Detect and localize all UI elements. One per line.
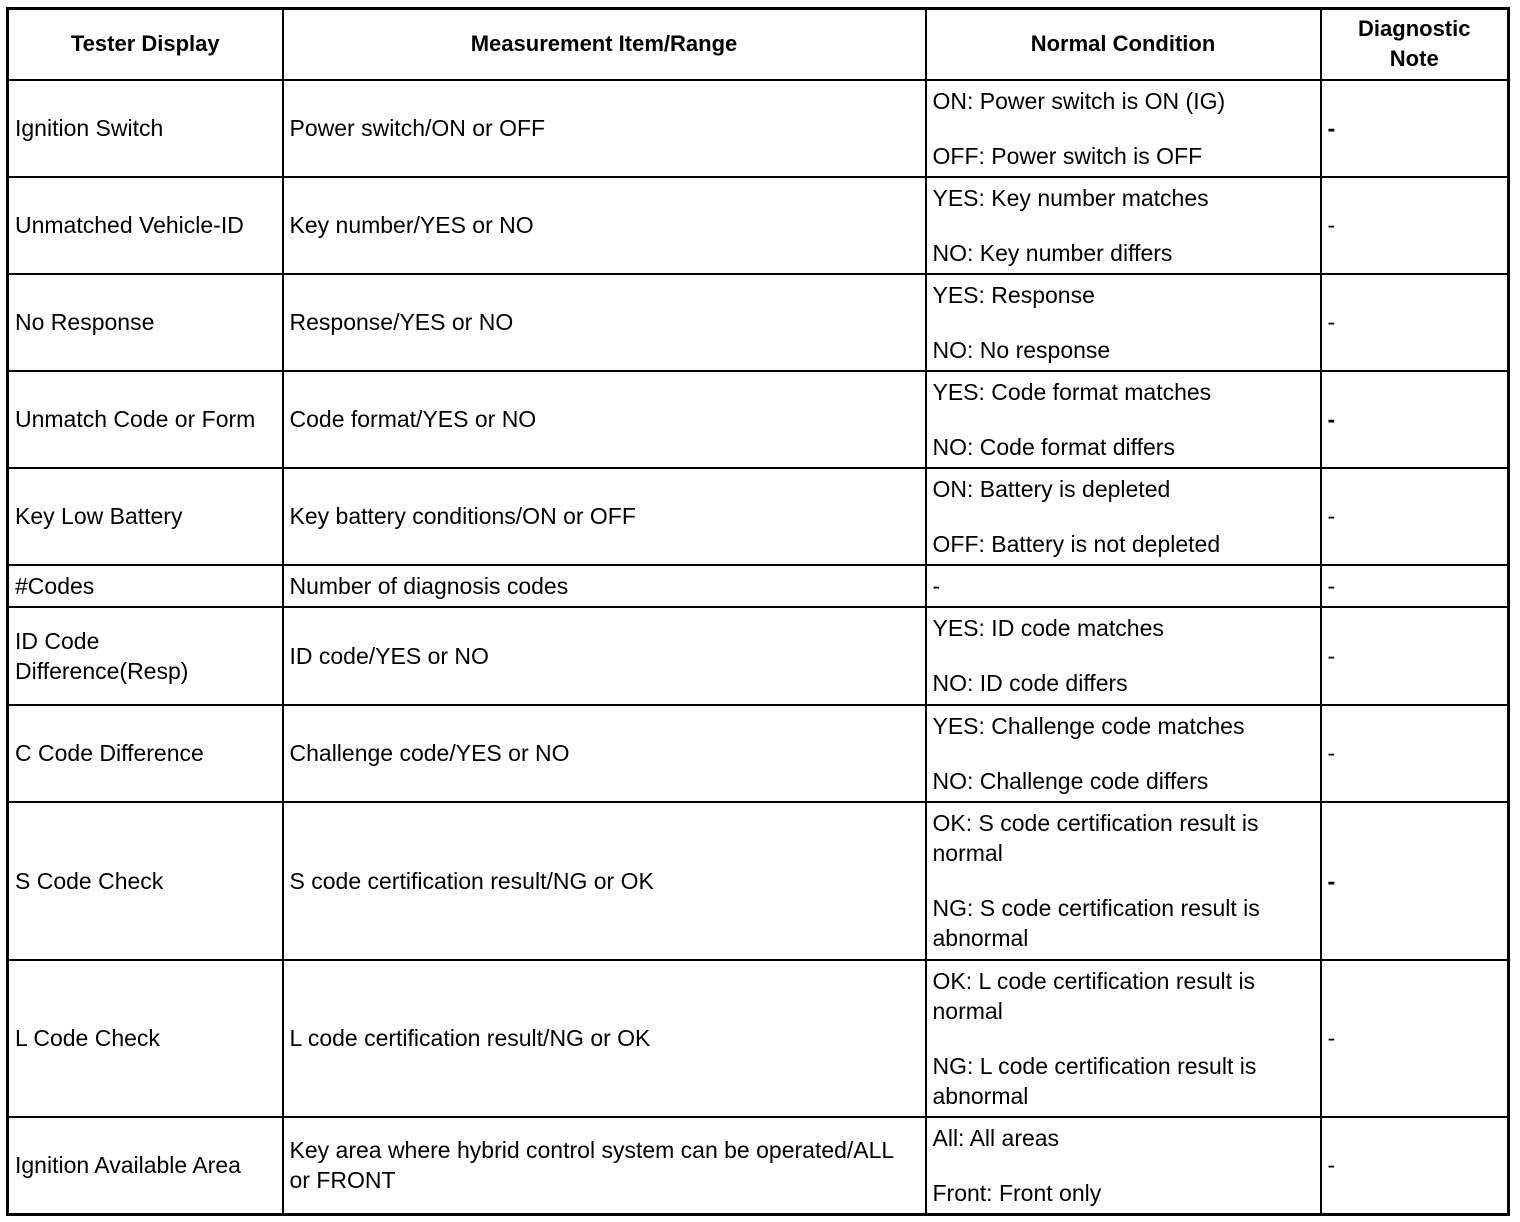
normal-condition-line: OFF: Power switch is OFF (932, 142, 1203, 169)
diagnostic-note-cell: - (1321, 177, 1509, 274)
normal-condition-line: OFF: Battery is not depleted (932, 530, 1221, 557)
table-row (8, 371, 1509, 468)
normal-condition-line: YES: ID code matches (932, 615, 1164, 641)
measurement-cell: Key area where hybrid control system can be operated/ALL or FRONT (283, 1117, 926, 1215)
normal-condition-line: NG: S code certification result is abnormal (932, 895, 1260, 951)
normal-condition-line: YES: Code format matches (932, 378, 1212, 405)
measurement-cell: Key number/YES or NO (283, 177, 926, 274)
tester-display-cell: Ignition Switch (8, 80, 283, 177)
header-diagnostic-note (1321, 9, 1509, 80)
tester-display-cell: Unmatched Vehicle-ID (8, 177, 283, 274)
measurement-cell: ID code/YES or NO (283, 607, 926, 705)
normal-condition-cell (926, 80, 1321, 177)
data-list-table (6, 7, 1510, 1216)
measurement-cell: Number of diagnosis codes (283, 565, 926, 607)
diagnostic-note-cell: - (1321, 705, 1509, 802)
measurement-cell: S code certification result/NG or OK (283, 802, 926, 960)
normal-condition-line: OK: S code certification result is normal (932, 810, 1259, 866)
normal-condition-line: NO: Key number differs (932, 239, 1173, 266)
diagnostic-note-cell (1321, 371, 1509, 468)
diagnostic-note-cell: - (1321, 468, 1509, 565)
diagnostic-note-cell: - (1321, 274, 1509, 371)
table-row (8, 468, 1509, 565)
measurement-cell: Response/YES or NO (283, 274, 926, 371)
normal-condition-cell: - (926, 565, 1321, 607)
table-row (8, 705, 1509, 802)
normal-condition-line: YES: Key number matches (932, 184, 1209, 211)
measurement-cell: L code certification result/NG or OK (283, 960, 926, 1117)
diagnostic-note-cell: - (1321, 960, 1509, 1117)
table-row (8, 274, 1509, 371)
normal-condition-cell (926, 960, 1321, 1117)
normal-condition-line: YES: Response (932, 281, 1095, 308)
tester-display-cell: Ignition Available Area (8, 1117, 283, 1215)
table-row (8, 960, 1509, 1117)
header-tester-display: Tester Display (8, 9, 283, 80)
header-measurement-item: Measurement Item/Range (283, 9, 926, 80)
normal-condition-cell (926, 177, 1321, 274)
header-row (8, 9, 1509, 80)
normal-condition-line: ON: Battery is depleted (932, 475, 1171, 502)
normal-condition-line: OK: L code certification result is normal (932, 967, 1256, 1024)
normal-condition-cell (926, 802, 1321, 960)
normal-condition-cell (926, 705, 1321, 802)
normal-condition-line: ON: Power switch is ON (IG) (932, 87, 1226, 114)
table-row (8, 565, 1509, 607)
diagnostic-note-cell (1321, 802, 1509, 960)
table-row (8, 607, 1509, 705)
normal-condition-cell (926, 274, 1321, 371)
header-normal-condition: Normal Condition (926, 9, 1321, 80)
table-row (8, 802, 1509, 960)
table-row (8, 177, 1509, 274)
normal-condition-cell (926, 1117, 1321, 1215)
measurement-cell: Key battery conditions/ON or OFF (283, 468, 926, 565)
normal-condition-line: Front: Front only (932, 1179, 1102, 1206)
diagnostic-note-cell: - (1321, 1117, 1509, 1215)
normal-condition-line: All: All areas (932, 1124, 1060, 1151)
normal-condition-line: NO: Code format differs (932, 433, 1175, 460)
tester-display-cell: S Code Check (8, 802, 283, 960)
normal-condition-cell (926, 607, 1321, 705)
tester-display-cell: No Response (8, 274, 283, 371)
diagnostic-note-value: - (1327, 406, 1336, 432)
measurement-cell: Code format/YES or NO (283, 371, 926, 468)
normal-condition-cell (926, 468, 1321, 565)
table-row (8, 80, 1509, 177)
measurement-cell: Challenge code/YES or NO (283, 705, 926, 802)
normal-condition-line: YES: Challenge code matches (932, 712, 1245, 739)
tester-display-cell: Key Low Battery (8, 468, 283, 565)
diagnostic-note-value: - (1327, 115, 1336, 141)
diagnostic-note-value: - (1327, 867, 1336, 894)
normal-condition-cell (926, 371, 1321, 468)
diagnostic-note-cell: - (1321, 565, 1509, 607)
normal-condition-line: NO: Challenge code differs (932, 767, 1209, 794)
measurement-cell: Power switch/ON or OFF (283, 80, 926, 177)
table-row (8, 1117, 1509, 1215)
tester-display-cell: C Code Difference (8, 705, 283, 802)
tester-display-cell: ID Code Difference(Resp) (8, 607, 283, 705)
tester-display-cell: Unmatch Code or Form (8, 371, 283, 468)
tester-display-cell: L Code Check (8, 960, 283, 1117)
diagnostic-note-cell (1321, 80, 1509, 177)
tester-display-cell: #Codes (8, 565, 283, 607)
header-diagnostic-note-label: Diagnostic Note (1358, 16, 1471, 72)
normal-condition-line: NG: L code certification result is abnormal (932, 1052, 1257, 1109)
normal-condition-line: NO: No response (932, 336, 1111, 363)
normal-condition-line: NO: ID code differs (932, 670, 1128, 696)
diagnostic-note-cell: - (1321, 607, 1509, 705)
